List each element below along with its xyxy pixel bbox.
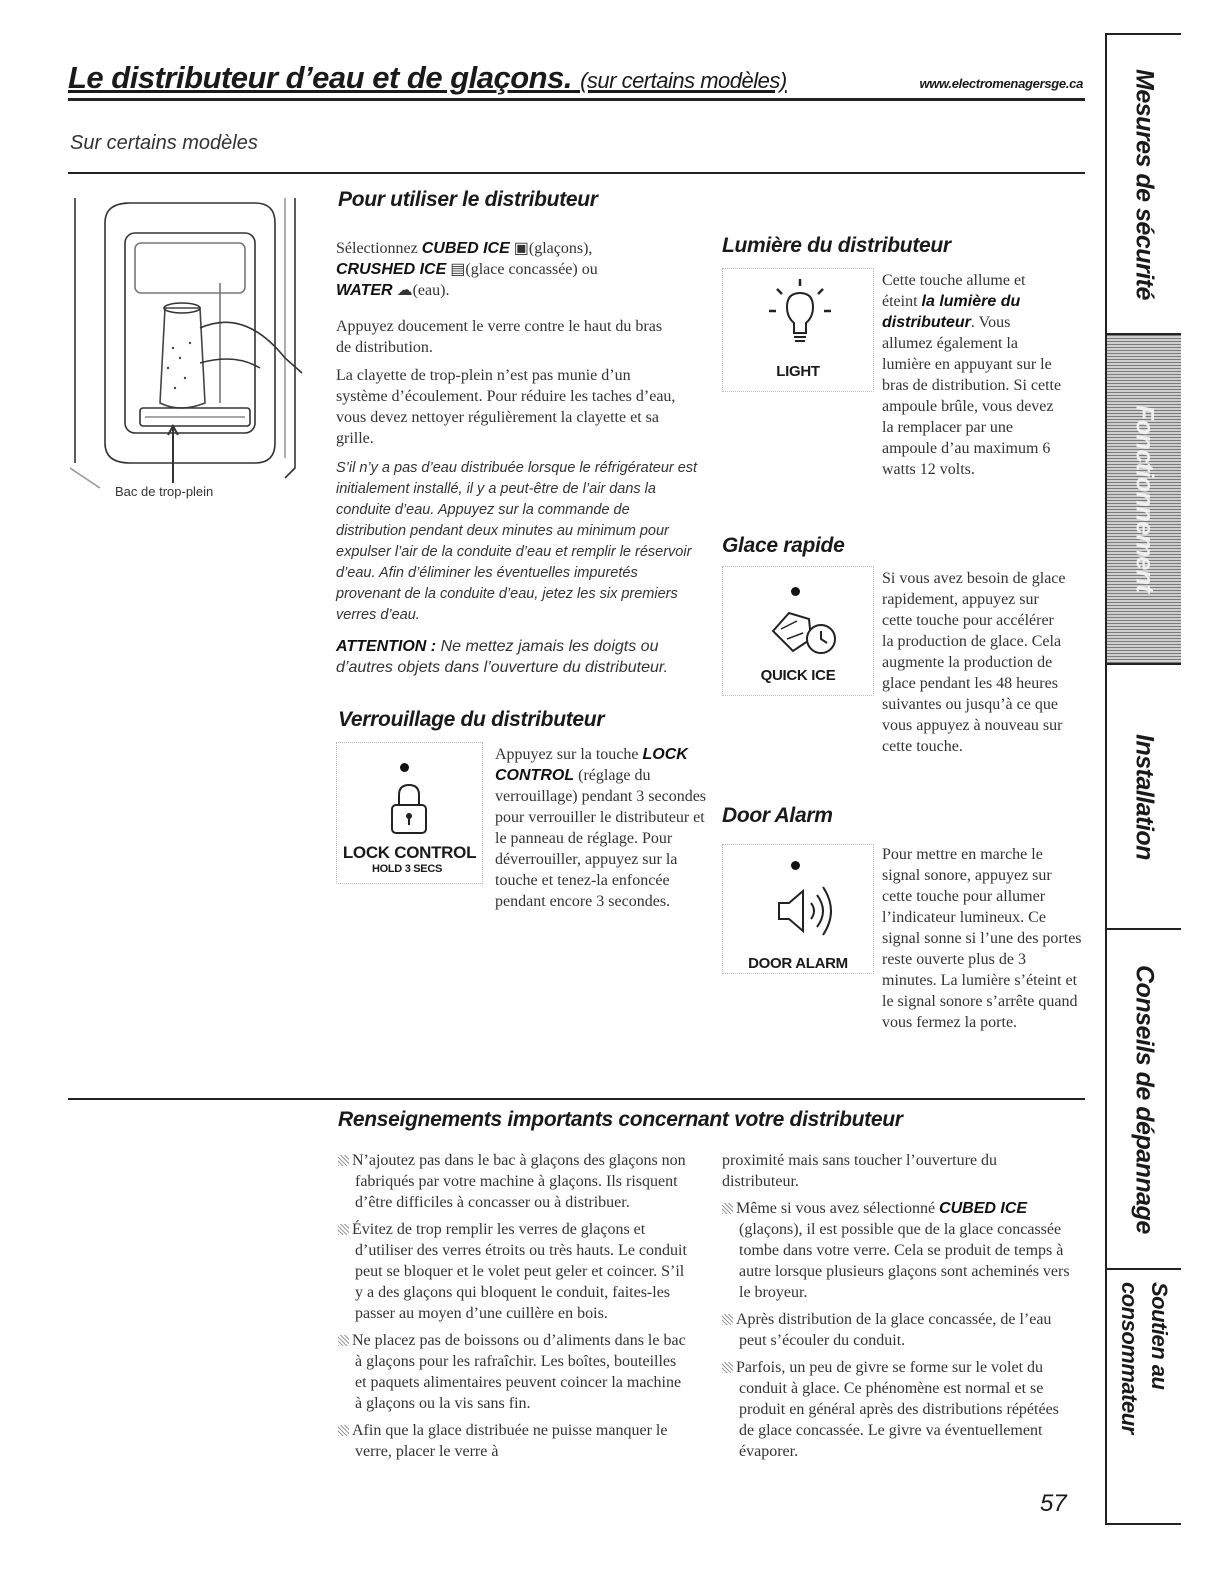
list-item-text: Évitez de trop remplir les verres de glaçons et d’utiliser des verres étroits ou très hauts. Le conduit peut se bloquer et le volet peut geler et coincer. S’il y a des glaçons qui bloquent le conduit, faites-les passer au moyen d’une cuillère en bois. <box>352 1221 687 1322</box>
door-alarm-indicator-dot <box>791 861 800 870</box>
water-label: WATER <box>336 282 393 299</box>
website-link[interactable]: www.electromenagersge.ca <box>919 76 1083 91</box>
section-divider-bottom <box>68 1098 1085 1100</box>
list-item <box>722 1309 1072 1351</box>
crushed-ice-text: (glace concassée) ou <box>465 261 598 278</box>
quick-ice-icon <box>767 605 841 659</box>
tab-mesures-de-securite[interactable] <box>1107 35 1181 335</box>
page-title-suffix: (sur certains modèles) <box>580 68 787 93</box>
using-note: S’il n’y a pas d’eau distribuée lorsque le réfrigérateur est initialement installé, il y a peut-être de l’air dans la conduite d’eau. Appuyez sur la commande de distribution pendant deux minutes au minimum pour expulser l’air de la conduite d’eau et remplir le réservoir d’eau. Afin d’éliminer les éventuelles impuretés provenant de la conduite d’eau, jetez les six premiers verres d’eau. <box>336 460 698 623</box>
dooralarm-heading: Door Alarm <box>722 804 833 827</box>
quickice-description: Si vous avez besoin de glace rapidement, appuyez sur cette touche pour accélérer la production de glace. Cela augmente la production de glace pendant les 48 heures suivantes ou jusqu’à ce que vous appuyez à nouveau sur cette touche. <box>882 570 1066 755</box>
crushed-ice-icon: ▤ <box>450 261 466 278</box>
light-description <box>882 270 1062 480</box>
list-item-text: (glaçons), il est possible que de la glace concassée tombe dans votre verre. Cela se produit de temps à autre lorsque plusieurs glaçons sont acheminés vers le broyeur. <box>739 1221 1070 1301</box>
crushed-ice-label: CRUSHED ICE <box>336 261 447 278</box>
header-rule <box>68 98 1085 101</box>
dispenser-drawing <box>70 188 315 508</box>
tab-conseils-de-depannage[interactable] <box>1107 930 1181 1270</box>
tab-installation[interactable] <box>1107 665 1181 930</box>
bullet-icon <box>338 1155 349 1166</box>
using-paragraph-2: La clayette de trop-plein n’est pas munie d’un système d’écoulement. Pour réduire les taches d’eau, vous devez nettoyer régulièrement la clayette et sa grille. <box>336 367 676 447</box>
page-title-main: Le distributeur d’eau et de glaçons. <box>68 60 572 95</box>
speaker-icon <box>773 879 837 943</box>
light-text-pre: Cette touche allume et éteint <box>882 272 1026 310</box>
important-heading: Renseignements importants concernant votre distributeur <box>338 1108 903 1131</box>
door-alarm-button[interactable] <box>722 844 874 974</box>
lock-heading: Verrouillage du distributeur <box>338 708 605 731</box>
light-bulb-icon <box>765 277 835 357</box>
light-text-post: . Vous allumez également la lumière en appuyant sur le bras de distribution. Si cette ampoule brûle, vous devez la remplacer par une ampoule d’au maximum 6 watts 12 volts. <box>882 314 1062 478</box>
light-button[interactable] <box>722 268 874 392</box>
quick-ice-indicator-dot <box>791 587 800 596</box>
list-item <box>338 1420 688 1462</box>
list-item-text: Ne placez pas de boissons ou d’aliments dans le bac à glaçons pour les rafraîchir. Les boîtes, bouteilles et paquets alimentaires peuvent coincer la machine à glaçons ou la vis sans fin. <box>352 1332 686 1412</box>
list-item-text: Après distribution de la glace concassée, de l’eau peut s’écouler du conduit. <box>736 1311 1052 1349</box>
lock-control-sublabel: HOLD 3 SECS <box>371 863 443 875</box>
list-item <box>722 1198 1072 1303</box>
caution-text: Ne mettez jamais les doigts ou d’autres objets dans l’ouverture du distributeur. <box>336 638 669 676</box>
quick-ice-button[interactable] <box>722 566 874 696</box>
tab-fonctionnement[interactable] <box>1107 335 1181 665</box>
lock-keyword: LOCK CONTROL <box>495 746 688 784</box>
quickice-heading: Glace rapide <box>722 534 845 557</box>
bullet-icon <box>338 1224 349 1235</box>
dooralarm-description: Pour mettre en marche le signal sonore, appuyez sur cette touche pour allumer l’indicateur lumineux. Ce signal sonne si l’une des portes reste ouverte plus de 3 minutes. La lumière s’éteint et le signal sonore s’arrête quand vous fermez la porte. <box>882 846 1082 1031</box>
page-title <box>68 60 787 96</box>
cubed-ice-keyword: CUBED ICE <box>939 1200 1028 1217</box>
light-heading: Lumière du distributeur <box>722 234 951 257</box>
bullet-icon <box>722 1203 733 1214</box>
quick-ice-button-label: QUICK ICE <box>760 667 836 684</box>
page-number: 57 <box>1040 1490 1067 1517</box>
list-item-text: Parfois, un peu de givre se forme sur le volet du conduit à glace. Ce phénomène est normal et se produit en général après des distributions répétées de glace concassée. Le givre va éventuellement évaporer. <box>736 1359 1059 1460</box>
light-keyword: la lumière du distributeur <box>882 293 1021 331</box>
light-button-label: LIGHT <box>776 363 820 380</box>
using-heading: Pour utiliser le distributeur <box>338 188 598 211</box>
lock-text-pre: Appuyez sur la touche <box>495 746 643 763</box>
tab-label: Mesures de sécurité <box>1130 68 1159 300</box>
cubed-ice-icon: ▣ <box>513 240 529 257</box>
figure-caption: Bac de trop-plein <box>115 484 214 499</box>
select-prefix: Sélectionnez <box>336 240 422 257</box>
important-list-right <box>722 1150 1072 1468</box>
important-list-left <box>338 1150 688 1468</box>
list-item <box>338 1150 688 1213</box>
bullet-icon <box>722 1362 733 1373</box>
side-tabs <box>1105 33 1181 1525</box>
tab-label: Conseils de dépannage <box>1130 964 1159 1234</box>
using-select-instruction <box>336 238 686 301</box>
list-item <box>338 1330 688 1414</box>
list-item-text: Même si vous avez sélectionné <box>736 1200 940 1217</box>
list-item-text: N’ajoutez pas dans le bac à glaçons des glaçons non fabriqués par votre machine à glaçons. Ils risquent d’être difficiles à concasser ou à distribuer. <box>352 1152 686 1211</box>
caution-label: ATTENTION : <box>336 638 437 655</box>
door-alarm-button-label: DOOR ALARM <box>748 955 848 972</box>
water-text: (eau). <box>412 282 450 299</box>
tab-label: Fonctionnement <box>1130 405 1159 593</box>
lock-icon <box>387 781 431 837</box>
list-item-text: Afin que la glace distribuée ne puisse manquer le verre, placer le verre à <box>352 1422 668 1460</box>
lock-control-button[interactable] <box>336 742 483 884</box>
bullet-icon <box>722 1314 733 1325</box>
dispenser-illustration <box>70 188 315 508</box>
using-caution <box>336 636 681 678</box>
lock-indicator-dot <box>400 763 409 772</box>
list-item <box>338 1219 688 1324</box>
lock-text-post: (réglage du verrouillage) pendant 3 secondes pour verrouiller le distributeur et le panneau de réglage. Pour déverrouiller, appuyez sur la touche et tenez-la enfoncée pendant encore 3 secondes. <box>495 767 707 910</box>
tab-soutien-au-consommateur[interactable] <box>1107 1270 1181 1523</box>
cubed-ice-text: (glaçons), <box>528 240 593 257</box>
tab-label: Soutien au consommateur <box>1117 1281 1172 1434</box>
lock-description <box>495 744 710 912</box>
bullet-icon <box>338 1425 349 1436</box>
section-divider-top <box>68 172 1085 174</box>
water-icon: ☁ <box>396 282 413 299</box>
tab-label: Installation <box>1130 733 1159 860</box>
list-item <box>722 1357 1072 1462</box>
lock-control-label: LOCK CONTROL <box>342 843 477 862</box>
list-continuation: proximité mais sans toucher l’ouverture du distributeur. <box>722 1152 998 1190</box>
cubed-ice-label: CUBED ICE <box>421 240 510 257</box>
page-subtitle: Sur certains modèles <box>70 132 258 154</box>
using-paragraph-1: Appuyez doucement le verre contre le haut du bras de distribution. <box>336 318 663 356</box>
bullet-icon <box>338 1335 349 1346</box>
